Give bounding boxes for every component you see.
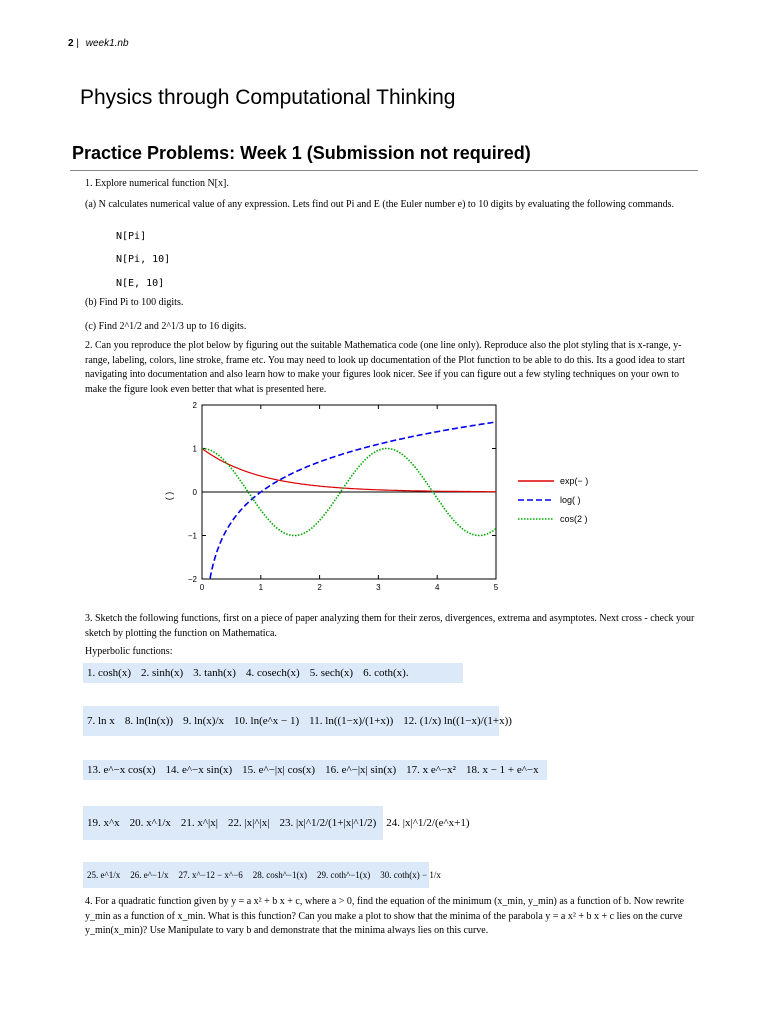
function-row-5 bbox=[83, 862, 441, 888]
section-heading: Practice Problems: Week 1 (Submission not required) bbox=[72, 143, 531, 163]
fn-item: 16. e^−|x| sin(x) bbox=[325, 764, 397, 776]
fn-item: 10. ln(e^x − 1) bbox=[234, 715, 300, 727]
y-tick-label: 1 bbox=[192, 444, 197, 454]
fn-item: 8. ln(ln(x)) bbox=[124, 715, 174, 727]
fn-item: 21. x^|x| bbox=[180, 817, 218, 829]
fn-item: 22. |x|^|x| bbox=[227, 817, 270, 829]
problem-1c: (c) Find 2^1/2 and 2^1/3 up to 16 digits. bbox=[85, 321, 247, 332]
fn-item: 15. e^−|x| cos(x) bbox=[242, 764, 316, 776]
fn-item: 19. x^x bbox=[87, 817, 120, 829]
problem-1-intro: 1. Explore numerical function N[x]. bbox=[85, 178, 229, 189]
x-tick-label: 3 bbox=[376, 583, 381, 592]
fn-item: 7. ln x bbox=[87, 715, 115, 727]
y-tick-label: −2 bbox=[187, 575, 197, 584]
y-tick-label: 0 bbox=[192, 488, 197, 497]
legend-label: exp(− ) bbox=[560, 476, 589, 486]
function-plot bbox=[160, 396, 630, 596]
y-tick-label: −1 bbox=[187, 531, 197, 541]
x-tick-label: 0 bbox=[199, 583, 205, 592]
code-line-1[interactable]: N[Pi] bbox=[116, 231, 147, 242]
fn-item: 24. |x|^1/2/(e^x+1) bbox=[386, 817, 470, 829]
fn-item: 30. coth(x) − 1/x bbox=[380, 870, 441, 880]
problem-1a: (a) N calculates numerical value of any expression. Lets find out Pi and E (the Euler number e) to 10 digits by evaluating the following commands. bbox=[85, 199, 675, 210]
fn-item: 12. (1/x) ln((1−x)/(1+x)) bbox=[403, 715, 512, 727]
fn-item: 28. cosh^−1(x) bbox=[252, 870, 307, 880]
series-line-0 bbox=[202, 449, 496, 492]
fn-item: 27. x^−12 − x^−6 bbox=[178, 870, 243, 880]
notebook-title: Physics through Computational Thinking bbox=[80, 86, 456, 109]
y-axis-label: ( ) bbox=[164, 491, 174, 501]
fn-item: 25. e^1/x bbox=[87, 870, 121, 880]
x-tick-label: 2 bbox=[317, 583, 322, 592]
section-divider bbox=[70, 170, 698, 171]
hyperbolic-label: Hyperbolic functions: bbox=[85, 646, 173, 657]
y-tick-label: 2 bbox=[192, 401, 197, 410]
problem-4: 4. For a quadratic function given by y = a x² + b x + c, where a > 0, find the equation of the minimum (x_min, y_min) as a function of b. Now rewrite y_min as a function of x_min. What is this function? Can you make a plot to show that the minima of the parabola y = a x² + b x + c lies on the curve y_min(x_min)? Use Manipulate to vary b and demonstrate that the minima always lies on this curve. bbox=[85, 896, 685, 936]
legend-label: log( ) bbox=[560, 495, 581, 505]
fn-item: 5. sech(x) bbox=[309, 667, 354, 679]
fn-item: 2. sinh(x) bbox=[141, 667, 184, 679]
fn-item: 4. cosech(x) bbox=[245, 667, 300, 679]
fn-item: 6. coth(x). bbox=[363, 667, 409, 679]
fn-item: 18. x − 1 + e^−x bbox=[465, 764, 539, 776]
fn-item: 11. ln((1−x)/(1+x)) bbox=[309, 715, 394, 727]
page-header bbox=[68, 38, 129, 49]
code-line-3[interactable]: N[E, 10] bbox=[116, 278, 165, 289]
fn-item: 1. cosh(x) bbox=[87, 667, 131, 679]
problem-3-intro: 3. Sketch the following functions, first on a piece of paper analyzing them for their zeros, divergences, extrema and asymptotes. Next cross - check your sketch by plotting the function on Mathematica. bbox=[85, 613, 695, 639]
fn-item: 9. ln(x)/x bbox=[183, 715, 225, 727]
fn-item: 26. e^−1/x bbox=[130, 870, 169, 880]
x-tick-label: 1 bbox=[258, 583, 264, 592]
code-line-2[interactable]: N[Pi, 10] bbox=[116, 254, 171, 265]
fn-item: 14. e^−x sin(x) bbox=[165, 764, 233, 776]
function-row-4 bbox=[83, 806, 470, 840]
function-row-1 bbox=[83, 663, 463, 683]
x-tick-label: 4 bbox=[434, 583, 440, 592]
file-name: week1.nb bbox=[85, 38, 129, 49]
function-row-2 bbox=[83, 706, 512, 736]
fn-item: 13. e^−x cos(x) bbox=[87, 764, 156, 776]
problem-2: 2. Can you reproduce the plot below by figuring out the suitable Mathematica code (one line only). Reproduce also the plot styling that is x-range, y-range, labeling, colors, line stroke, frame etc. You may need to look up documentation of the Plot function to be able to do this. Its a good idea to start navigating into documentation and also learn how to make your figures look nicer. See if you can figure out a few styling techniques on your own to make the figure look even better that what is presented here. bbox=[85, 340, 685, 395]
fn-item: 29. coth^−1(x) bbox=[317, 870, 371, 880]
fn-item: 20. x^1/x bbox=[129, 817, 171, 829]
function-row-3 bbox=[83, 760, 547, 780]
x-tick-label: 5 bbox=[493, 583, 499, 592]
fn-item: 17. x e^−x² bbox=[406, 764, 456, 776]
legend-label: cos(2 ) bbox=[560, 514, 588, 524]
fn-item: 23. |x|^1/2/(1+|x|^1/2) bbox=[279, 817, 377, 829]
page-number: 2 bbox=[68, 38, 74, 49]
header-separator: | bbox=[76, 38, 79, 49]
problem-1b: (b) Find Pi to 100 digits. bbox=[85, 297, 184, 308]
fn-item: 3. tanh(x) bbox=[193, 667, 236, 679]
